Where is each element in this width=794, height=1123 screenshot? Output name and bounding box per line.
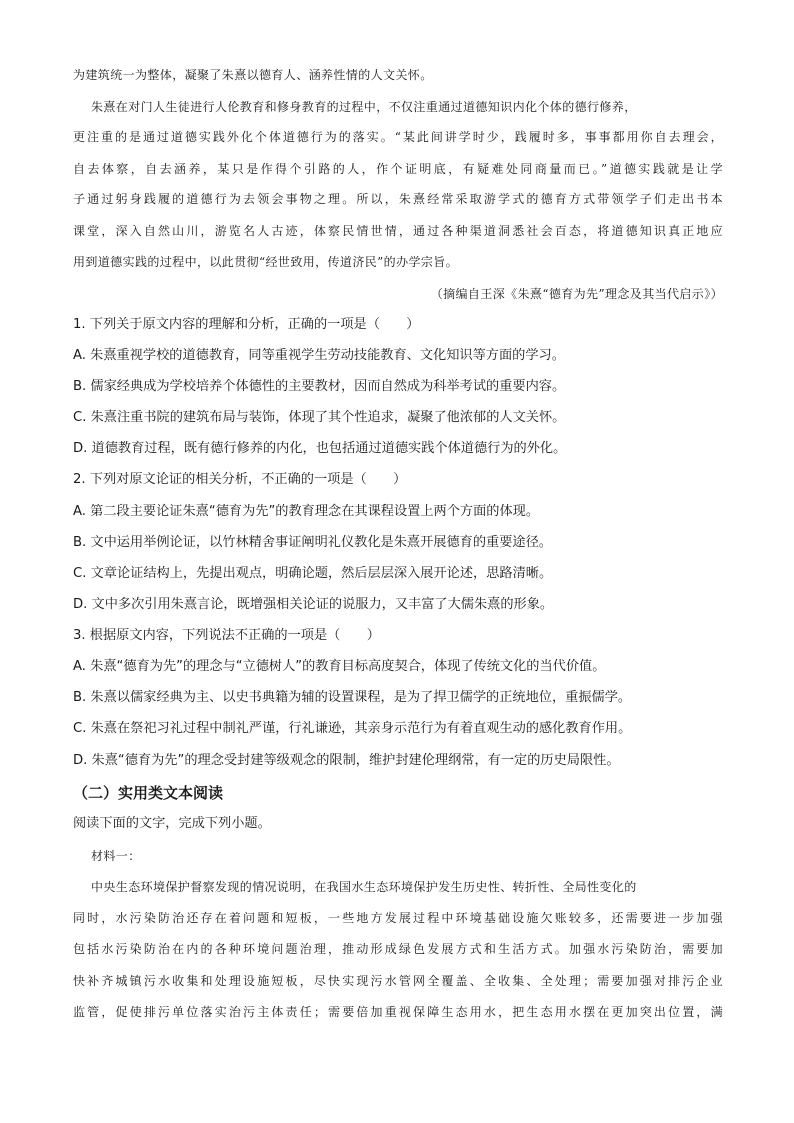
paragraph-line: 快补齐城镇污水收集和处理设施短板，尽快实现污水管网全覆盖、全收集、全处理；需要加强对排污企业 (73, 974, 723, 988)
question-stem: 3. 根据原文内容，下列说法不正确的一项是（ ） (73, 628, 380, 643)
material-label: 材料一： (91, 849, 141, 863)
section-heading: （二）实用类文本阅读 (73, 784, 224, 802)
question-option: A. 朱熹“德育为先”的理念与“立德树人”的教育目标高度契合，体现了传统文化的当代价值。 (73, 659, 606, 674)
question-stem: 1. 下列关于原文内容的理解和分析，正确的一项是（ ） (73, 317, 420, 332)
question-option: C. 朱熹注重书院的建筑布局与装饰，体现了其个性追求，凝聚了他浓郁的人文关怀。 (73, 410, 566, 425)
section-instruction: 阅读下面的文字，完成下列小题。 (73, 816, 271, 831)
question-option: C. 文章论证结构上，先提出观点，明确论题，然后层层深入展开论述，思路清晰。 (73, 566, 553, 581)
paragraph-line: 子通过躬身践履的道德行为去领会事物之理。所以，朱熹经常采取游学式的德育方式带领学子们走出书本 (73, 192, 723, 206)
paragraph-line: 自去体察，自去涵养，某只是作得个引路的人，作个证明底，有疑难处同商量而已。”道德实践就是让学 (73, 162, 723, 176)
source-citation: （摘编自王深《朱熹“德育为先”理念及其当代启示》） (430, 287, 723, 301)
paragraph-line: 朱熹在对门人生徒进行人伦教育和修身教育的过程中，不仅注重通过道德知识内化个体的德行修养， (91, 100, 637, 114)
question-option: A. 朱熹重视学校的道德教育，同等重视学生劳动技能教育、文化知识等方面的学习。 (73, 348, 565, 363)
question-option: B. 儒家经典成为学校培养个体德性的主要教材，因而自然成为科举考试的重要内容。 (73, 379, 566, 394)
paragraph-line: 更注重的是通过道德实践外化个体道德行为的落实。“某此间讲学时少，践履时多，事事都用你自去理会， (73, 130, 723, 144)
paragraph-line: 用到道德实践的过程中，以此贯彻“经世致用，传道济民”的办学宗旨。 (73, 255, 459, 269)
question-option: D. 道德教育过程，既有德行修养的内化，也包括通过道德实践个体道德行为的外化。 (73, 441, 567, 456)
question-option: B. 文中运用举例论证，以竹林精舍事证阐明礼仪教化是朱熹开展德育的重要途径。 (73, 535, 552, 550)
paragraph-line: 为建筑统一为整体，凝聚了朱熹以德育人、涵养性情的人文关怀。 (73, 68, 433, 82)
question-option: A. 第二段主要论证朱熹“德育为先”的教育理念在其课程设置上两个方面的体现。 (73, 504, 540, 519)
paragraph-line: 包括水污染防治在内的各种环境问题治理，推动形成绿色发展方式和生活方式。加强水污染防治，需要加 (73, 942, 723, 956)
question-option: D. 朱熹“德育为先”的理念受封建等级观念的限制，维护封建伦理纲常，有一定的历史局限性。 (73, 753, 620, 768)
question-option: C. 朱熹在祭祀习礼过程中制礼严谨，行礼谦逊，其亲身示范行为有着直观生动的感化教育作用。 (73, 721, 632, 736)
question-option: D. 文中多次引用朱熹言论，既增强相关论证的说服力，又丰富了大儒朱熹的形象。 (73, 597, 554, 612)
paragraph-line: 中央生态环境保护督察发现的情况说明，在我国水生态环境保护发生历史性、转折性、全局性变化的 (91, 880, 637, 894)
paragraph-line: 监管，促使排污单位落实治污主体责任；需要倍加重视保障生态用水，把生态用水摆在更加突出位置，满 (73, 1005, 723, 1019)
paragraph-line: 同时，水污染防治还存在着问题和短板，一些地方发展过程中环境基础设施欠账较多，还需要进一步加强 (73, 911, 723, 925)
paragraph-line: 课堂，深入自然山川，游览名人古迹，体察民情世情，通过各种渠道洞悉社会百态，将道德知识真正地应 (73, 224, 723, 238)
question-option: B. 朱熹以儒家经典为主、以史书典籍为辅的设置课程，是为了捍卫儒学的正统地位，重振儒学。 (73, 690, 632, 705)
question-stem: 2. 下列对原文论证的相关分析，不正确的一项是（ ） (73, 472, 407, 487)
